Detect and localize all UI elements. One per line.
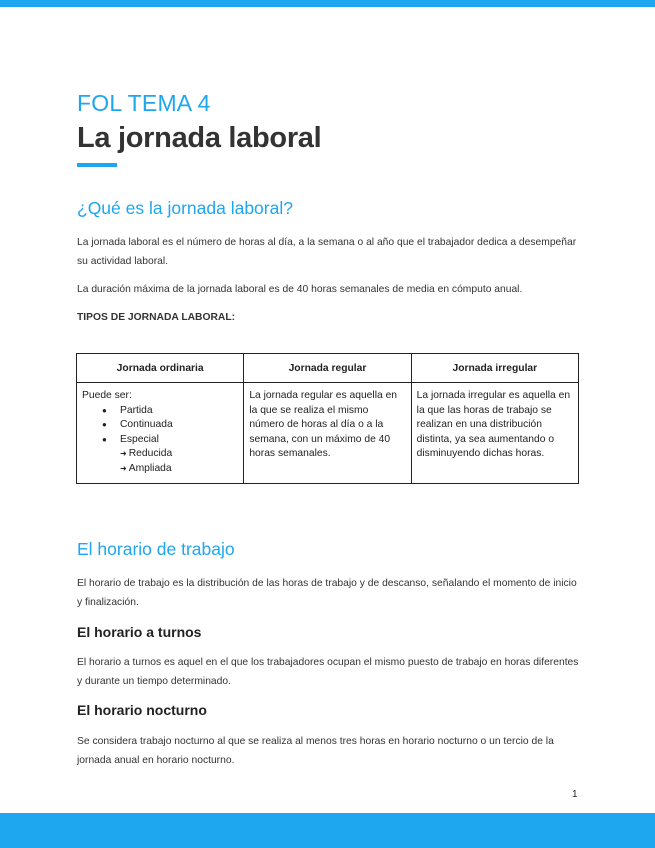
sublist-item bbox=[120, 447, 238, 462]
document-title: La jornada laboral bbox=[77, 122, 322, 154]
page-number: 1 bbox=[572, 789, 578, 800]
sublist-item-label: Reducida bbox=[128, 448, 173, 459]
paragraph-turnos: El horario a turnos es aquel en el que los trabajadores ocupan el mismo puesto de trabajo en horas diferentes y durante un tiempo determinado. bbox=[77, 657, 579, 687]
table-header-ordinaria: Jornada ordinaria bbox=[77, 354, 244, 383]
table-header-irregular: Jornada irregular bbox=[411, 354, 578, 383]
sublist-item bbox=[120, 462, 238, 477]
ordinaria-list bbox=[82, 404, 238, 448]
document-subtitle: FOL TEMA 4 bbox=[77, 90, 211, 116]
table-header-regular: Jornada regular bbox=[244, 354, 411, 383]
paragraph-definition: La jornada laboral es el número de horas al día, a la semana o al año que el trabajador dedica a desempeñar su actividad laboral. bbox=[77, 237, 577, 267]
arrow-right-icon: ➜ bbox=[120, 449, 127, 458]
title-underline bbox=[77, 163, 117, 167]
ordinaria-intro: Puede ser: bbox=[82, 390, 132, 401]
paragraph-nocturno: Se considera trabajo nocturno al que se realiza al menos tres horas en horario nocturno o un tercio de la jornada anual en horario nocturno. bbox=[77, 736, 554, 766]
section-heading-jornada: ¿Qué es la jornada laboral? bbox=[77, 198, 293, 218]
list-item: ● Partida bbox=[120, 404, 238, 419]
paragraph-horario: El horario de trabajo es la distribución de las horas de trabajo y de descanso, señalando el momento de inicio y finalización. bbox=[77, 578, 577, 608]
bottom-accent-bar bbox=[0, 813, 655, 848]
cell-irregular: La jornada irregular es aquella en la que las horas de trabajo se realizan en una distribución distinta, ya sea aumentando o disminuyendo dichas horas. bbox=[411, 383, 578, 484]
subheading-nocturno: El horario nocturno bbox=[77, 702, 207, 718]
arrow-right-icon: ➜ bbox=[120, 463, 127, 473]
sublist-item-label: Ampliada bbox=[128, 462, 172, 474]
list-item-label: Especial bbox=[120, 433, 159, 445]
types-label: TIPOS DE JORNADA LABORAL: bbox=[77, 312, 236, 323]
top-accent-bar bbox=[0, 0, 655, 7]
cell-ordinaria bbox=[77, 383, 244, 484]
section-heading-horario: El horario de trabajo bbox=[77, 539, 235, 559]
especial-sublist bbox=[82, 447, 238, 476]
paragraph-duration: La duración máxima de la jornada laboral es de 40 horas semanales de media en cómputo anual. bbox=[77, 284, 523, 295]
table-header-row bbox=[77, 354, 579, 383]
list-item bbox=[120, 433, 238, 448]
cell-regular: La jornada regular es aquella en la que se realiza el mismo número de horas al día o a la semana, con un máximo de 40 horas semanales. bbox=[244, 383, 411, 484]
subheading-turnos: El horario a turnos bbox=[77, 624, 202, 640]
jornada-types-table bbox=[76, 353, 579, 484]
table-row bbox=[77, 383, 579, 484]
list-item: ● Continuada bbox=[120, 418, 238, 433]
